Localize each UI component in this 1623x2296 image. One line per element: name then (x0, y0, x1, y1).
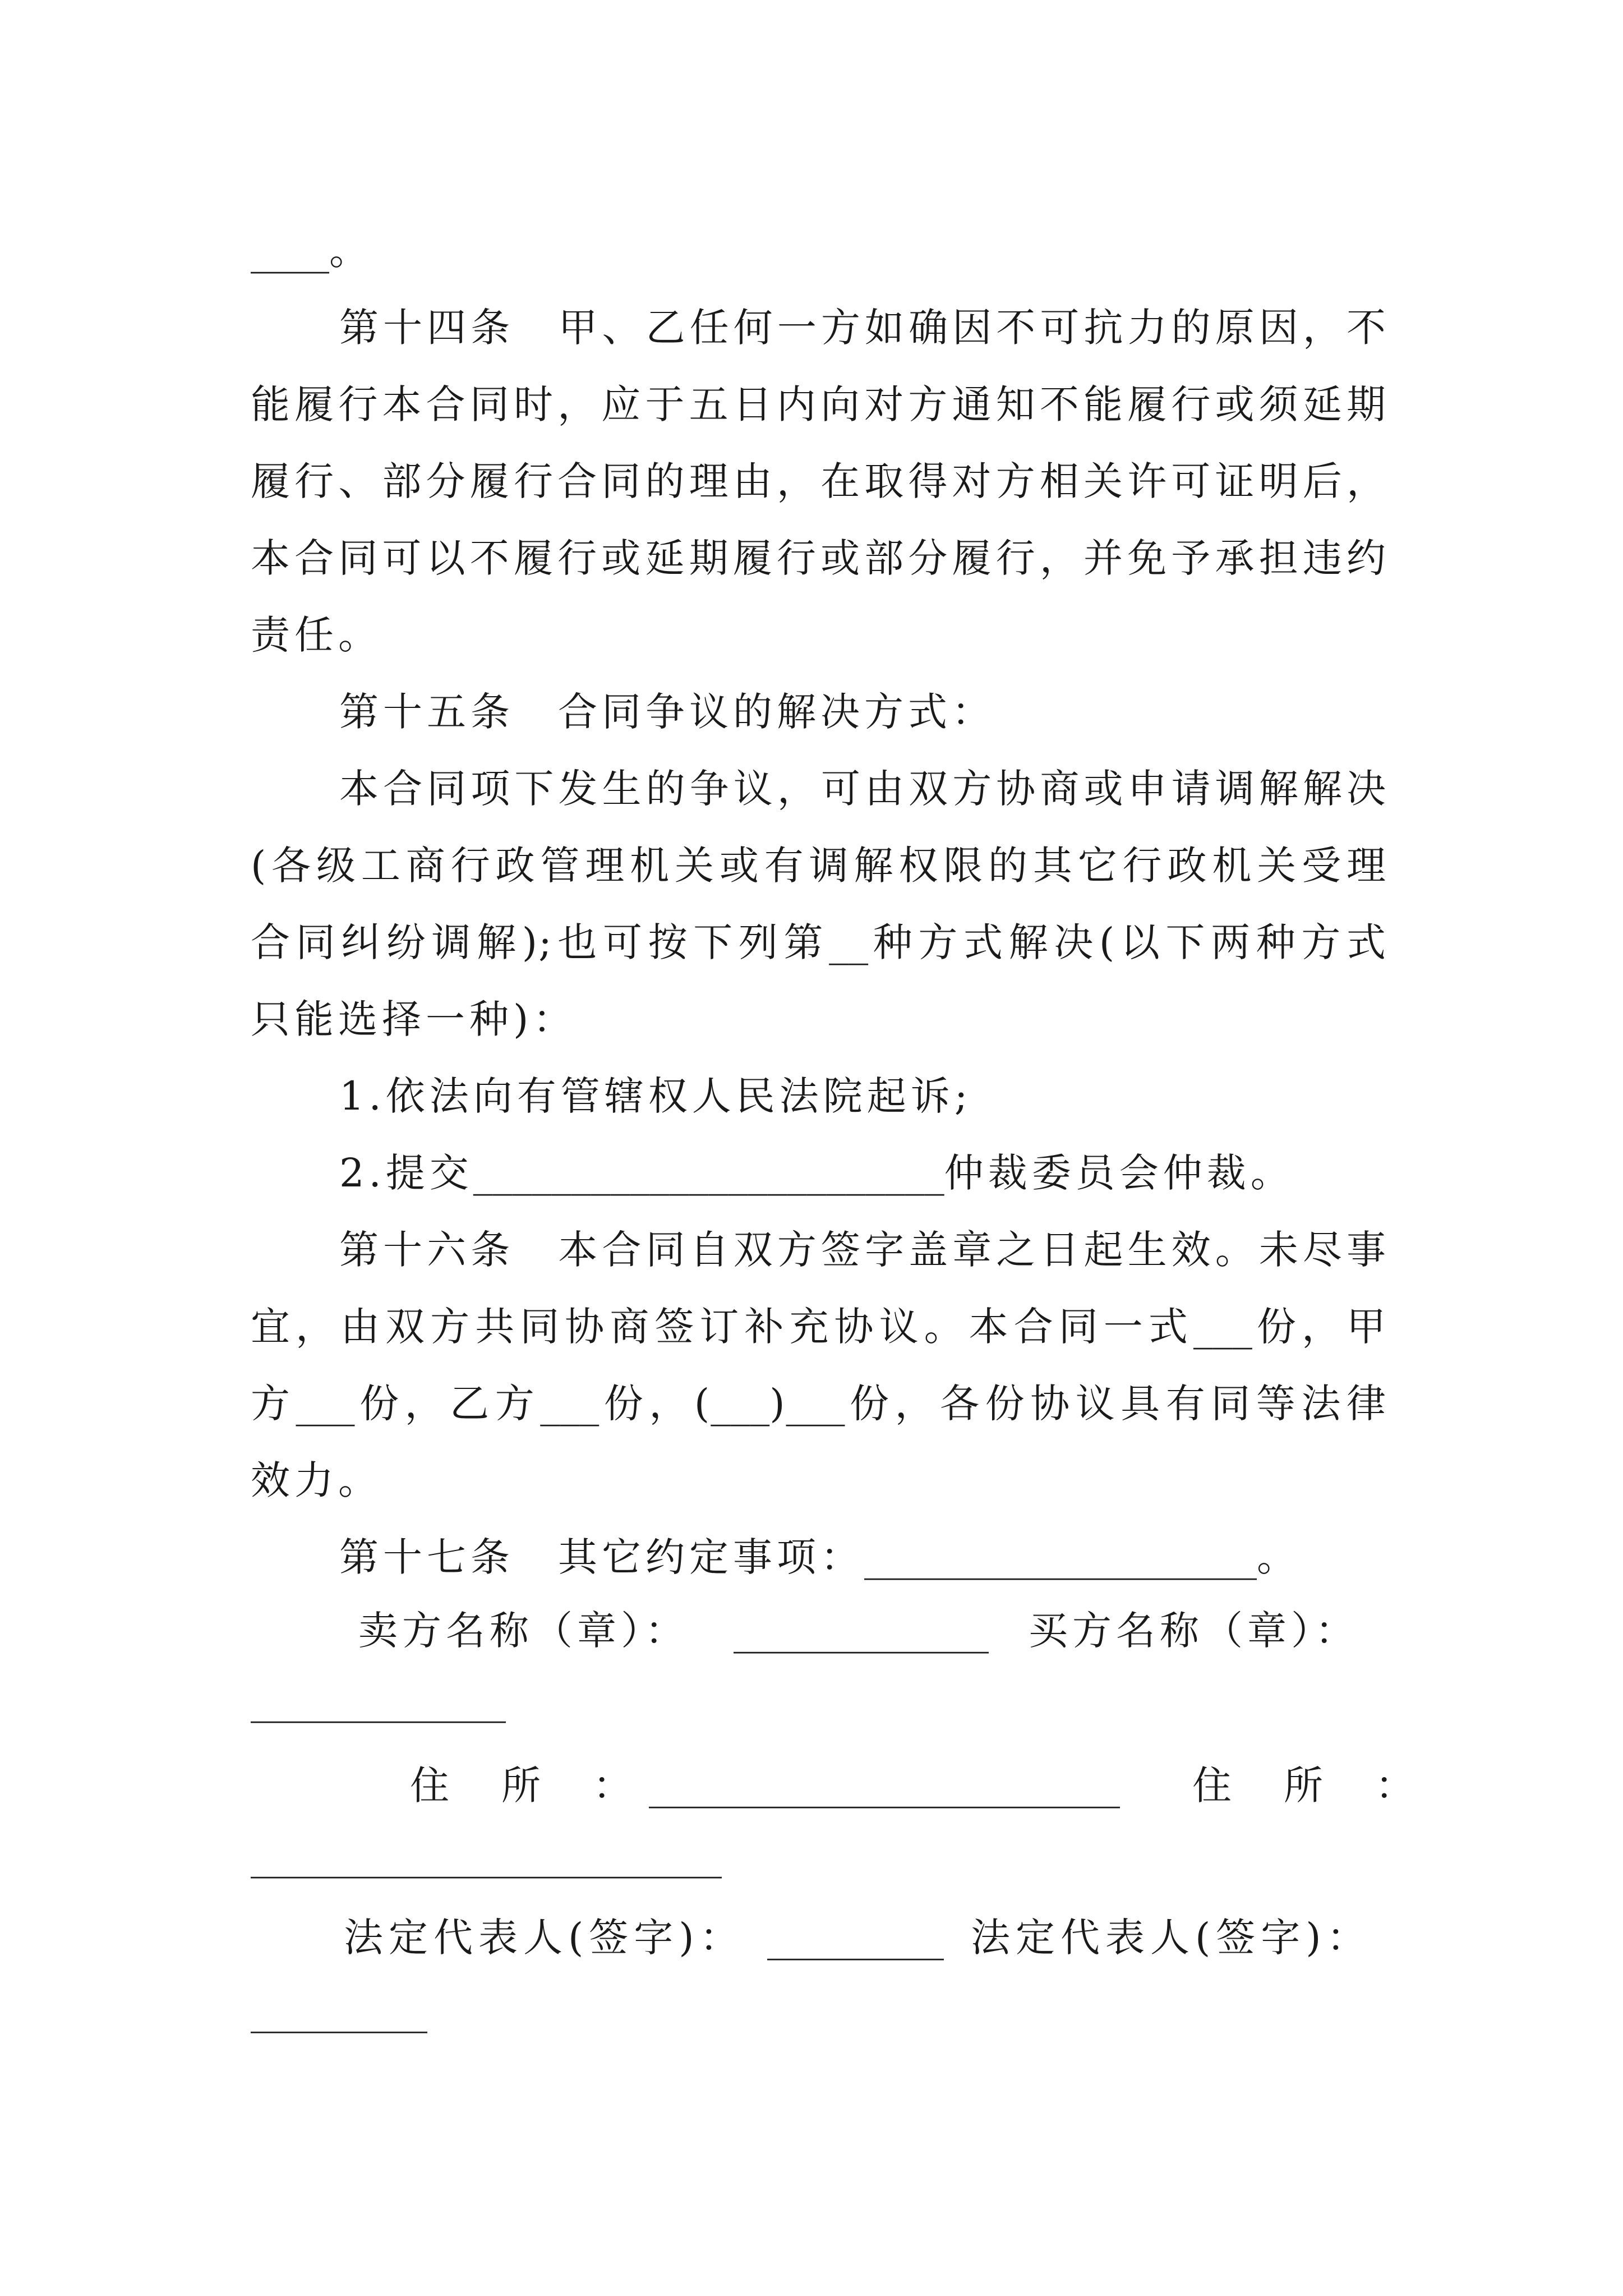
fill-in-blank: ___ (786, 1381, 845, 1427)
text-line: 履行、部分履行合同的理由，在取得对方相关许可证明后， (251, 458, 1387, 504)
line-text: 。 (329, 228, 373, 274)
line-text: 合同纠纷调解);也可按下列第 (251, 919, 829, 965)
seller-name-label: 卖方名称（章）： (358, 1608, 689, 1654)
text-line (251, 1289, 1387, 1365)
line-text: 份，乙方 (354, 1381, 541, 1427)
text-line (251, 213, 1387, 289)
fill-in-blank: ___ (296, 1381, 355, 1427)
seller-name-blank: _____________ (734, 1608, 989, 1654)
buyer-name-blank: _____________ (251, 1677, 506, 1723)
article-15-line: 第十五条 合同争议的解决方式： (339, 689, 995, 735)
fill-in-blank: ____ (251, 228, 329, 274)
article-14-line: 第十四条 甲、乙任何一方如确因不可抗力的原因，不 (339, 305, 1387, 351)
buyer-representative-blank: _________ (251, 1987, 427, 2033)
buyer-representative-blank-row (0, 1972, 1623, 2049)
line-text: 方 (251, 1381, 296, 1427)
buyer-name-label: 买方名称（章）： (1029, 1608, 1359, 1654)
fill-in-blank: ___ (1193, 1304, 1252, 1350)
article-16-line: 第十六条 本合同自双方签字盖章之日起生效。未尽事 (339, 1227, 1387, 1273)
seller-address-label: 住所： (410, 1763, 684, 1809)
text-line: 本合同项下发生的争议，可由双方协商或申请调解解决 (339, 766, 1387, 812)
text-line (251, 1365, 1387, 1442)
text-line: 只能选择一种)： (251, 996, 577, 1042)
fill-in-blank: __ (829, 919, 869, 965)
option-1-line: 1.依法向有管辖权人民法院起诉; (339, 1073, 972, 1119)
text-line (251, 904, 1387, 981)
line-text: 种方式解决(以下两种方式 (868, 919, 1387, 965)
buyer-representative-label: 法定代表人(签字)： (971, 1915, 1372, 1961)
seller-representative-blank: _________ (767, 1915, 944, 1961)
line-text: 。 (1257, 1534, 1301, 1580)
line-text: 宜，由双方共同协商签订补充协议。本合同一式 (251, 1304, 1193, 1350)
buyer-address-blank-row (0, 1818, 1623, 1894)
fill-in-blank: ___ (711, 1381, 770, 1427)
seller-address-blank: ________________________ (649, 1763, 1120, 1809)
seller-representative-label: 法定代表人(签字)： (344, 1915, 745, 1961)
buyer-name-blank-row (0, 1662, 1623, 1739)
line-text: 份，甲 (1252, 1304, 1387, 1350)
contract-body (251, 213, 1387, 1596)
option-2-line (251, 1135, 1387, 1212)
arbitration-commission-blank: ________________________ (473, 1150, 944, 1196)
line-text: 份，( (599, 1381, 711, 1427)
article-17-line (251, 1519, 1387, 1596)
address-row (0, 1747, 1623, 1824)
party-name-row (0, 1593, 1623, 1669)
line-text: 2.提交 (339, 1150, 473, 1196)
other-terms-blank: ____________________ (864, 1534, 1257, 1580)
text-line: 本合同可以不履行或延期履行或部分履行，并免予承担违约 (251, 535, 1387, 581)
line-text: ) (769, 1381, 786, 1427)
text-line: 效力。 (251, 1457, 382, 1503)
text-line: (各级工商行政管理机关或有调解权限的其它行政机关受理 (251, 843, 1387, 889)
line-text: 第十七条 其它约定事项： (339, 1534, 864, 1580)
text-line: 能履行本合同时，应于五日内向对方通知不能履行或须延期 (251, 381, 1387, 427)
fill-in-blank: ___ (540, 1381, 600, 1427)
legal-representative-row (0, 1899, 1623, 1976)
line-text: 仲裁委员会仲裁。 (944, 1150, 1294, 1196)
text-line: 责任。 (251, 612, 382, 658)
buyer-address-blank: ________________________ (251, 1833, 722, 1879)
line-text: 份，各份协议具有同等法律 (845, 1381, 1387, 1427)
buyer-address-label: 住所： (1192, 1763, 1467, 1809)
